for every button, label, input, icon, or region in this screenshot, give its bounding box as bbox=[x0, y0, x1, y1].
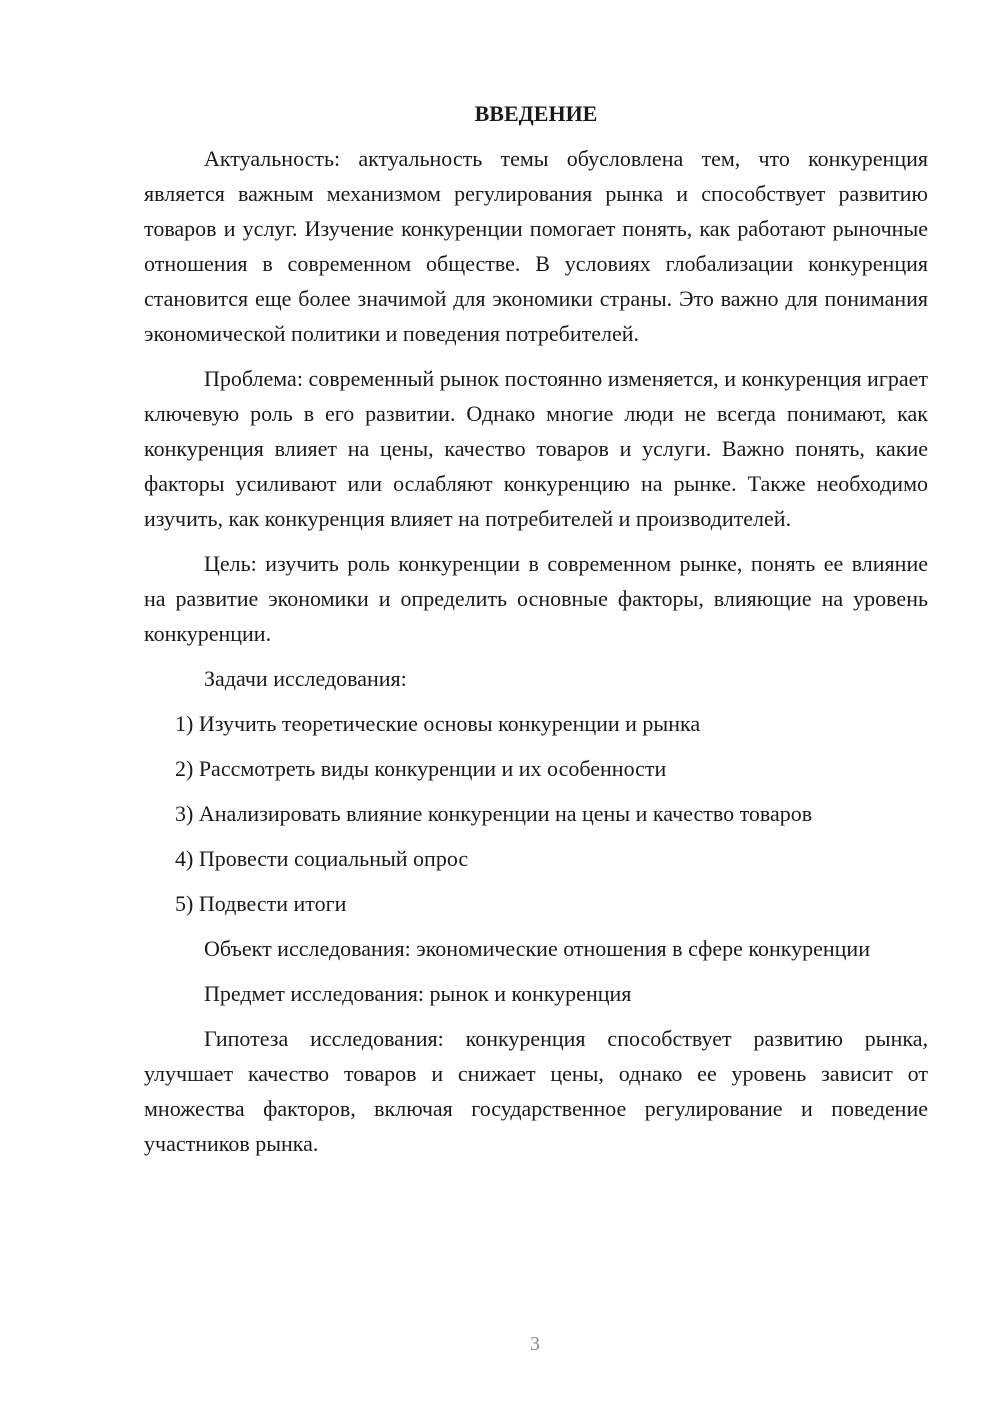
hypothesis-paragraph: Гипотеза исследования: конкуренция способствует развитию рынка, улучшает качество товаров и снижает цены, однако ее уровень зависит от множества факторов, включая государственное регулирование и поведение участников рынка. bbox=[144, 1026, 928, 1156]
task-item-2: 2) Рассмотреть виды конкуренции и их особенности bbox=[175, 756, 667, 781]
task-item-4: 4) Провести социальный опрос bbox=[175, 846, 469, 871]
task-item-5: 5) Подвести итоги bbox=[175, 891, 347, 916]
section-title: ВВЕДЕНИЕ bbox=[474, 101, 598, 126]
tasks-heading: Задачи исследования: bbox=[204, 666, 407, 691]
subject-paragraph: Предмет исследования: рынок и конкуренция bbox=[204, 981, 632, 1006]
page-number: 3 bbox=[530, 1333, 540, 1355]
tasks-list bbox=[144, 706, 928, 921]
goal-paragraph: Цель: изучить роль конкуренции в современном рынке, понять ее влияние на развитие экономики и определить основные факторы, влияющие на уровень конкуренции. bbox=[144, 551, 928, 646]
task-item-1: 1) Изучить теоретические основы конкуренции и рынка bbox=[175, 711, 701, 736]
task-item-3: 3) Анализировать влияние конкуренции на цены и качество товаров bbox=[175, 801, 813, 826]
problem-paragraph: Проблема: современный рынок постоянно изменяется, и конкуренция играет ключевую роль в его развитии. Однако многие люди не всегда понимают, как конкуренция влияет на цены, качество товаров и услуги. Важно понять, какие факторы усиливают или ослабляют конкуренцию на рынке. Также необходимо изучить, как конкуренция влияет на потребителей и производителей. bbox=[144, 366, 928, 531]
object-paragraph: Объект исследования: экономические отношения в сфере конкуренции bbox=[204, 936, 870, 961]
relevance-paragraph: Актуальность: актуальность темы обусловлена тем, что конкуренция является важным механизмом регулирования рынка и способствует развитию товаров и услуг. Изучение конкуренции помогает понять, как работают рыночные отношения в современном обществе. В условиях глобализации конкуренция становится еще более значимой для экономики страны. Это важно для понимания экономической политики и поведения потребителей. bbox=[144, 146, 928, 346]
page-content bbox=[144, 96, 928, 1171]
